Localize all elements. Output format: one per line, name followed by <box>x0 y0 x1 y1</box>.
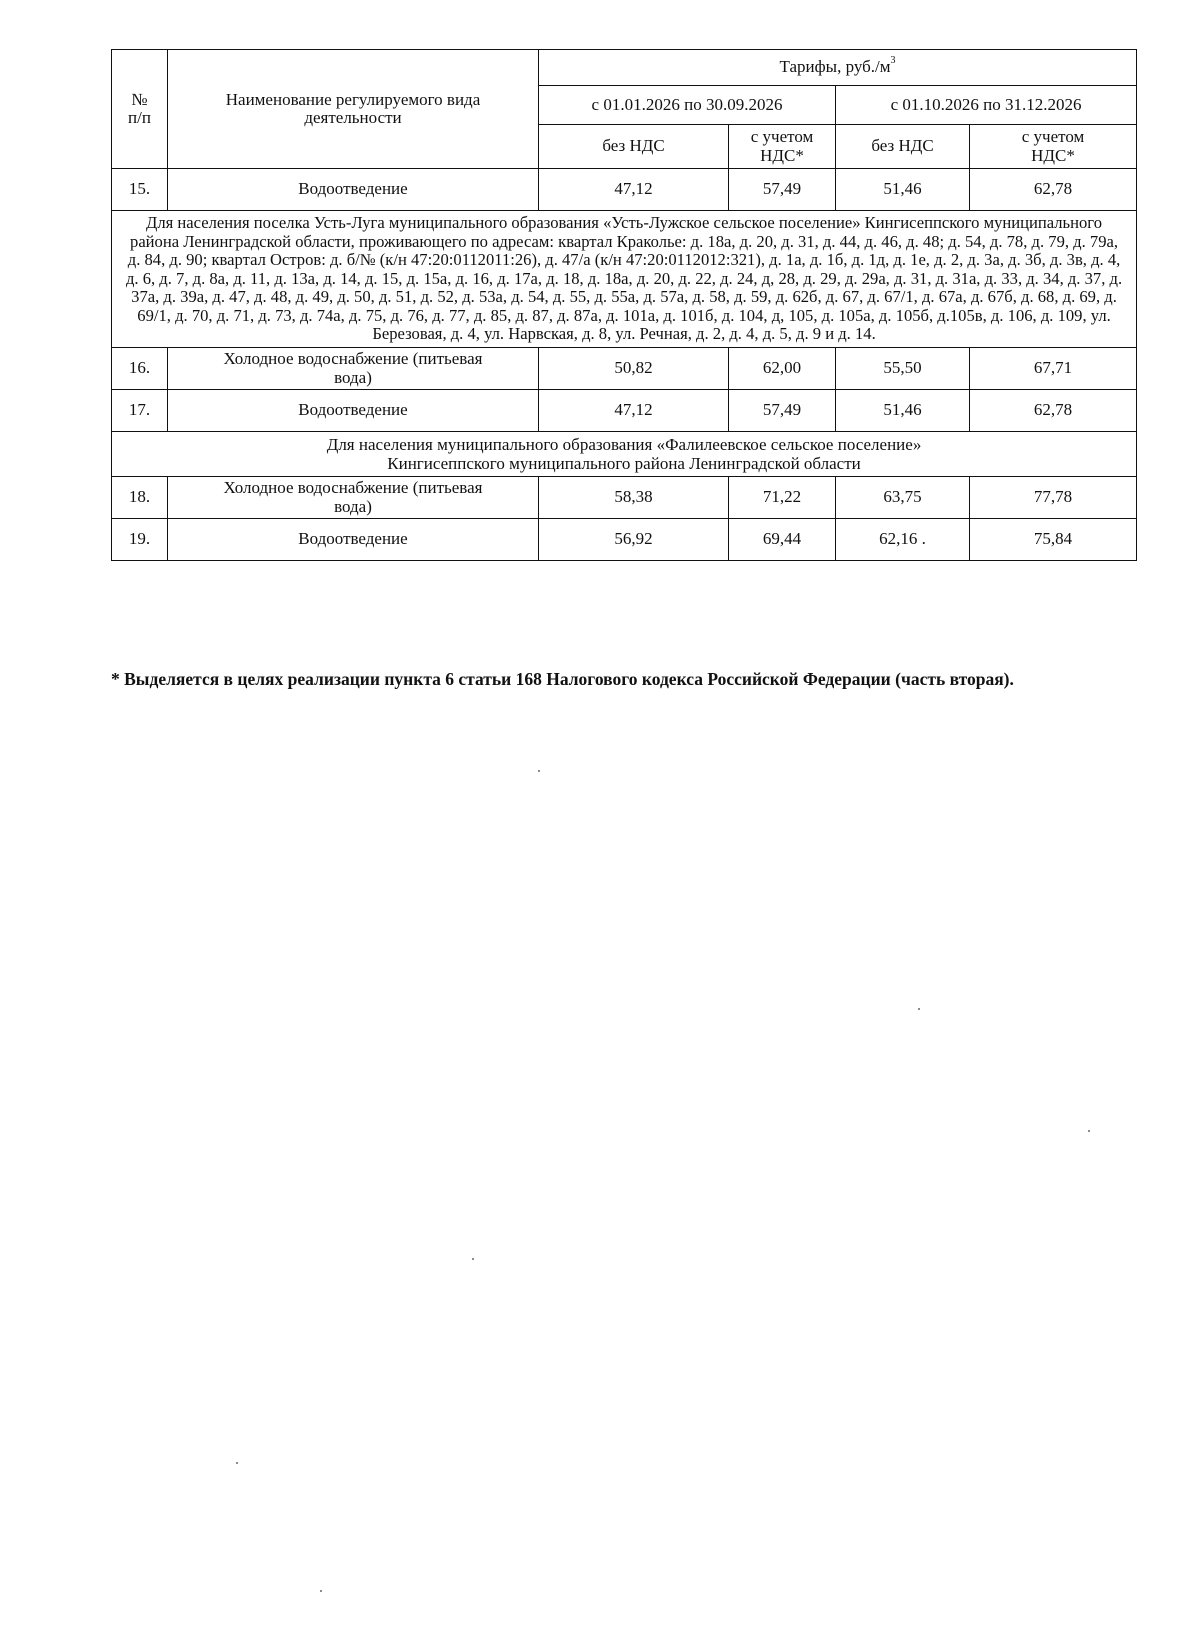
header-num: № п/п <box>112 50 168 169</box>
row-p1-with-vat: 57,49 <box>729 169 836 211</box>
row-p2-with-vat: 67,71 <box>970 348 1137 390</box>
row-activity: Водоотведение <box>168 519 539 561</box>
row-p1-without-vat: 58,38 <box>539 477 729 519</box>
row-p2-with-vat: 77,78 <box>970 477 1137 519</box>
group-row-falileevo <box>112 432 1137 477</box>
tariffs-label: Тарифы, руб./м <box>779 57 891 77</box>
row-num: 16. <box>112 348 168 390</box>
header-p1-with-vat: с учетом НДС* <box>729 125 836 169</box>
row-num: 15. <box>112 169 168 211</box>
row-p1-without-vat: 47,12 <box>539 169 729 211</box>
row-p2-without-vat: 55,50 <box>836 348 970 390</box>
header-p2-with-vat: с учетом НДС* <box>970 125 1137 169</box>
row-p1-with-vat: 69,44 <box>729 519 836 561</box>
row-p2-with-vat: 75,84 <box>970 519 1137 561</box>
row-activity: Водоотведение <box>168 390 539 432</box>
scan-speck <box>918 1008 920 1010</box>
row-p1-with-vat: 57,49 <box>729 390 836 432</box>
row-p2-without-vat: 51,46 <box>836 169 970 211</box>
header-p2-without-vat: без НДС <box>836 125 970 169</box>
group-heading-falileevo <box>112 432 1137 477</box>
header-tariffs <box>539 50 1137 86</box>
table-row <box>112 477 1137 519</box>
group-row-ust-luga <box>112 211 1137 348</box>
header-activity-name: Наименование регулируемого вида деятельности <box>168 50 539 169</box>
tariffs-unit-superscript: 3 <box>890 55 896 67</box>
row-p2-with-vat: 62,78 <box>970 169 1137 211</box>
scan-speck <box>1088 1130 1090 1132</box>
row-num: 18. <box>112 477 168 519</box>
table-row <box>112 169 1137 211</box>
scan-speck <box>320 1590 322 1592</box>
table-row <box>112 390 1137 432</box>
row-p2-without-vat: 63,75 <box>836 477 970 519</box>
table-row <box>112 519 1137 561</box>
row-num: 19. <box>112 519 168 561</box>
tariffs-table <box>111 49 1137 561</box>
scan-speck <box>472 1258 474 1260</box>
row-p2-without-vat: 51,46 <box>836 390 970 432</box>
row-p1-without-vat: 50,82 <box>539 348 729 390</box>
group-heading-ust-luga: Для населения поселка Усть-Луга муниципального образования «Усть-Лужское сельское поселение» Кингисеппского муниципального района Ленинградской области, проживающего по адресам: квартал Краколье: д. 18а, д. 20, д. 31, д. 44, д. 46, д. 48; д. 54, д. 78, д. 79, д. 79а, д. 84, д. 90; квартал Остров: д. б/№ (к/н 47:20:0112011:26), д. 47/а (к/н 47:20:0112012:321), д. 1а, д. 1б, д. 1д, д. 1е, д. 2, д. 3а, д. 3б, д. 3в, д. 4, д. 6, д. 7, д. 8а, д. 11, д. 13а, д. 14, д. 15, д. 15а, д. 16, д. 17а, д. 18, д. 18а, д. 20, д. 22, д. 24, д, 28, д. 29, д. 29а, д. 31, д. 31а, д. 33, д. 34, д. 37, д. 37а, д. 39а, д. 47, д. 48, д. 49, д. 50, д. 51, д. 52, д. 53а, д. 54, д. 55, д. 55а, д. 57а, д. 58, д. 59, д. 62б, д. 67, д. 67/1, д. 67а, д. 67б, д. 68, д. 69, д. 69/1, д. 70, д. 71, д. 73, д. 74а, д. 75, д. 76, д. 77, д. 85, д. 87, д. 87а, д. 101а, д. 101б, д. 104, д, 105, д. 105а, д. 105б, д.105в, д. 106, д. 109, ул. Березовая, д. 4, ул. Нарвская, д. 8, ул. Речная, д. 2, д. 4, д. 5, д. 9 и д. 14. <box>112 211 1137 348</box>
row-p2-with-vat: 62,78 <box>970 390 1137 432</box>
scan-speck <box>236 1462 238 1464</box>
row-p1-without-vat: 47,12 <box>539 390 729 432</box>
row-p1-without-vat: 56,92 <box>539 519 729 561</box>
table-row <box>112 348 1137 390</box>
scan-speck <box>538 770 540 772</box>
header-period-1: с 01.01.2026 по 30.09.2026 <box>539 86 836 125</box>
row-activity: Холодное водоснабжение (питьевая вода) <box>168 348 539 390</box>
row-p2-without-vat: 62,16 . <box>836 519 970 561</box>
vat-footnote: * Выделяется в целях реализации пункта 6 статьи 168 Налогового кодекса Российской Федерации (часть вторая). <box>111 669 1014 689</box>
header-p1-without-vat: без НДС <box>539 125 729 169</box>
header-period-2: с 01.10.2026 по 31.12.2026 <box>836 86 1137 125</box>
group-heading-line-2: Кингисеппского муниципального района Ленинградской области <box>387 454 861 474</box>
row-p1-with-vat: 62,00 <box>729 348 836 390</box>
row-num: 17. <box>112 390 168 432</box>
row-activity: Водоотведение <box>168 169 539 211</box>
group-heading-line-1: Для населения муниципального образования «Фалилеевское сельское поселение» <box>326 435 922 455</box>
row-activity: Холодное водоснабжение (питьевая вода) <box>168 477 539 519</box>
row-p1-with-vat: 71,22 <box>729 477 836 519</box>
